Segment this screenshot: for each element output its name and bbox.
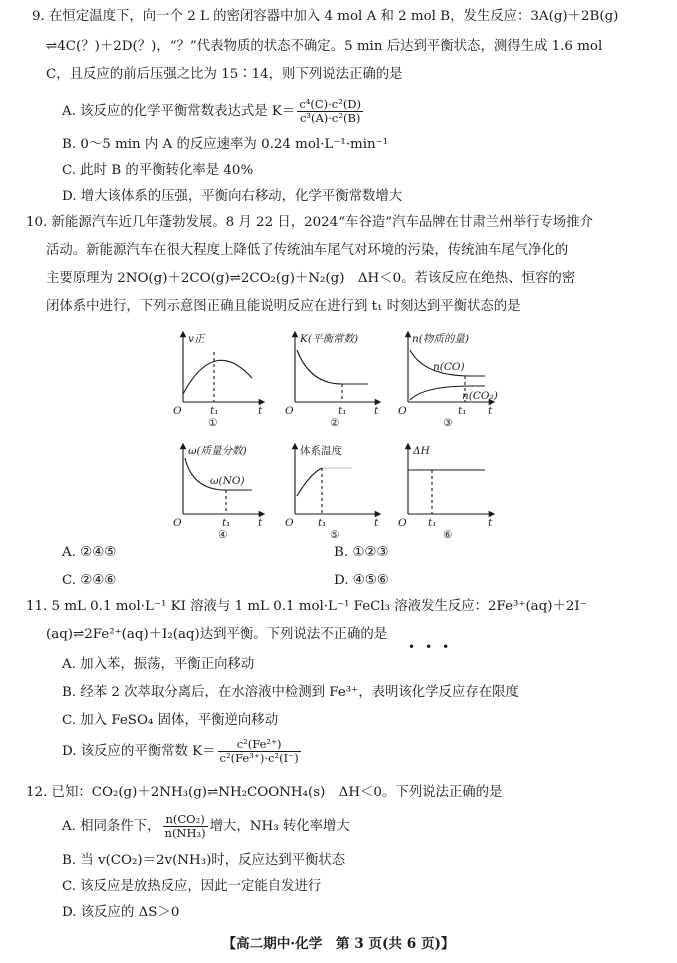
- q12-option-a-denominator: n(NH₃): [164, 826, 206, 840]
- q11-option-a: A. 加入苯，振荡，平衡正向移动: [62, 657, 255, 672]
- q12-option-a: [62, 810, 350, 844]
- q12-option-a-prefix: A. 相同条件下，: [62, 819, 161, 834]
- q9-option-a-numerator: c⁴(C)·c²(D): [299, 97, 362, 111]
- graph-4-t1: t₁: [222, 517, 231, 529]
- q9-option-d: D. 增大该体系的压强，平衡向右移动，化学平衡常数增大: [62, 189, 403, 204]
- page-footer: 【高二期中·化学 第 3 页(共 6 页)】: [222, 936, 455, 952]
- q10-stem-line-1: 10. 新能源汽车近几年蓬勃发展。8 月 22 日，2024“车谷造”汽车品牌在甘肃兰州举行专场推介: [26, 215, 593, 230]
- graph-2-number: ②: [330, 417, 340, 429]
- q10-stem-line-2: 活动。新能源汽车在很大程度上降低了传统油车尾气对环境的污染，传统油车尾气净化的: [46, 243, 569, 258]
- graph-3-t1: t₁: [458, 405, 467, 417]
- graph-5-t: t: [374, 517, 379, 529]
- q11-stem-line-1: 11. 5 mL 0.1 mol·L⁻¹ KI 溶液与 1 mL 0.1 mol·L⁻¹ FeCl₃ 溶液发生反应：2Fe³⁺(aq)＋2I⁻: [26, 599, 587, 614]
- graph-3-series-co2: n(CO₂): [462, 390, 498, 402]
- graph-3-series-co: n(CO): [433, 361, 465, 373]
- q11-option-d-numerator: c²(Fe²⁺): [218, 738, 301, 752]
- q11-option-b: B. 经苯 2 次萃取分离后，在水溶液中检测到 Fe³⁺，表明该化学反应存在限度: [62, 685, 519, 700]
- graph-1-t1: t₁: [210, 405, 219, 417]
- graph-2-curve: [297, 350, 368, 384]
- q9-option-a-fraction: [297, 98, 363, 125]
- q9-stem-line-1: 9. 在恒定温度下，向一个 2 L 的密闭容器中加入 4 mol A 和 2 mol B，发生反应：3A(g)＋2B(g): [32, 9, 619, 24]
- q11-option-d-prefix: D. 该反应的平衡常数 K＝: [62, 744, 216, 759]
- q9-option-a-prefix: A. 该反应的化学平衡常数表达式是 K＝: [62, 104, 296, 119]
- graph-6-ylabel: ΔH: [413, 445, 430, 457]
- graph-3-ylabel: n(物质的量): [412, 333, 469, 345]
- q10-option-b: B. ①②③: [334, 545, 389, 560]
- graph-3-origin: O: [398, 405, 407, 417]
- q12-stem: 12. 已知：CO₂(g)＋2NH₃(g)⇌NH₂COONH₄(s) ΔH＜0。下列说法正确的是: [26, 785, 503, 800]
- graph-6-t1: t₁: [428, 517, 437, 529]
- q10-option-a: A. ②④⑤: [62, 545, 117, 560]
- graph-5-t1: t₁: [318, 517, 327, 529]
- q12-option-a-suffix: 增大，NH₃ 转化率增大: [209, 819, 350, 834]
- graph-3-number: ③: [443, 417, 453, 429]
- graph-5-ylabel: 体系温度: [300, 445, 342, 457]
- graph-1-origin: O: [173, 405, 182, 417]
- graph-1-ylabel: v正: [188, 333, 205, 345]
- q12-option-b: B. 当 v(CO₂)＝2v(NH₃)时，反应达到平衡状态: [62, 853, 346, 868]
- graph-6-t: t: [488, 517, 493, 529]
- q10-graphs: [0, 326, 677, 546]
- graph-3-t: t: [488, 405, 493, 417]
- q12-option-a-fraction: [163, 813, 208, 840]
- q12-option-a-numerator: n(CO₂): [163, 813, 208, 827]
- q12-option-c: C. 该反应是放热反应，因此一定能自发进行: [62, 879, 322, 894]
- graph-4-series: ω(NO): [210, 475, 245, 487]
- graph-4-t: t: [258, 517, 263, 529]
- q10-option-c: C. ②④⑥: [62, 573, 117, 588]
- graph-4-origin: O: [173, 517, 182, 529]
- q9-stem-line-3: C，且反应的前后压强之比为 15∶14，则下列说法正确的是: [46, 67, 403, 82]
- q9-option-b: B. 0～5 min 内 A 的反应速率为 0.24 mol·L⁻¹·min⁻¹: [62, 137, 389, 152]
- q9-option-a-denominator: c³(A)·c²(B): [299, 111, 361, 125]
- q11-option-d: [62, 736, 303, 768]
- graph-5-curve: [297, 468, 322, 496]
- graph-4-ylabel: ω(质量分数): [188, 445, 247, 457]
- graph-4-number: ④: [218, 529, 228, 541]
- q9-stem-line-2: ⇌4C(？)＋2D(？)，“？”代表物质的状态不确定。5 min 后达到平衡状态，测得生成 1.6 mol: [46, 39, 603, 54]
- q10-stem-line-3: 主要原理为 2NO(g)＋2CO(g)⇌2CO₂(g)＋N₂(g) ΔH＜0。若该反应在绝热、恒容的密: [46, 271, 576, 286]
- graph-6-origin: O: [398, 517, 407, 529]
- q11-option-c: C. 加入 FeSO₄ 固体，平衡逆向移动: [62, 713, 279, 728]
- graph-2-origin: O: [285, 405, 294, 417]
- graph-1-number: ①: [208, 417, 218, 429]
- graph-1-curve: [183, 360, 252, 394]
- graph-5-origin: O: [285, 517, 294, 529]
- q9-option-c: C. 此时 B 的平衡转化率是 40%: [62, 163, 254, 178]
- q12-option-d: D. 该反应的 ΔS＞0: [62, 905, 180, 920]
- graph-5-number: ⑤: [330, 529, 340, 541]
- q11-option-d-fraction: [218, 738, 301, 765]
- graph-1-t: t: [258, 405, 263, 417]
- emphasis-dots: •••: [408, 640, 460, 654]
- q10-option-d: D. ④⑤⑥: [334, 573, 389, 588]
- q11-stem-line-2: (aq)⇌2Fe²⁺(aq)＋I₂(aq)达到平衡。下列说法不正确的是: [46, 627, 388, 642]
- graph-2-ylabel: K(平衡常数): [300, 333, 359, 345]
- graph-2-t: t: [374, 405, 379, 417]
- graph-2-t1: t₁: [338, 405, 347, 417]
- q9-option-a: [62, 96, 365, 128]
- graph-6-number: ⑥: [443, 529, 453, 541]
- q11-option-d-denominator: c²(Fe³⁺)·c²(I⁻): [219, 751, 299, 765]
- q10-stem-line-4: 闭体系中进行，下列示意图正确且能说明反应在进行到 t₁ 时刻达到平衡状态的是: [46, 299, 521, 314]
